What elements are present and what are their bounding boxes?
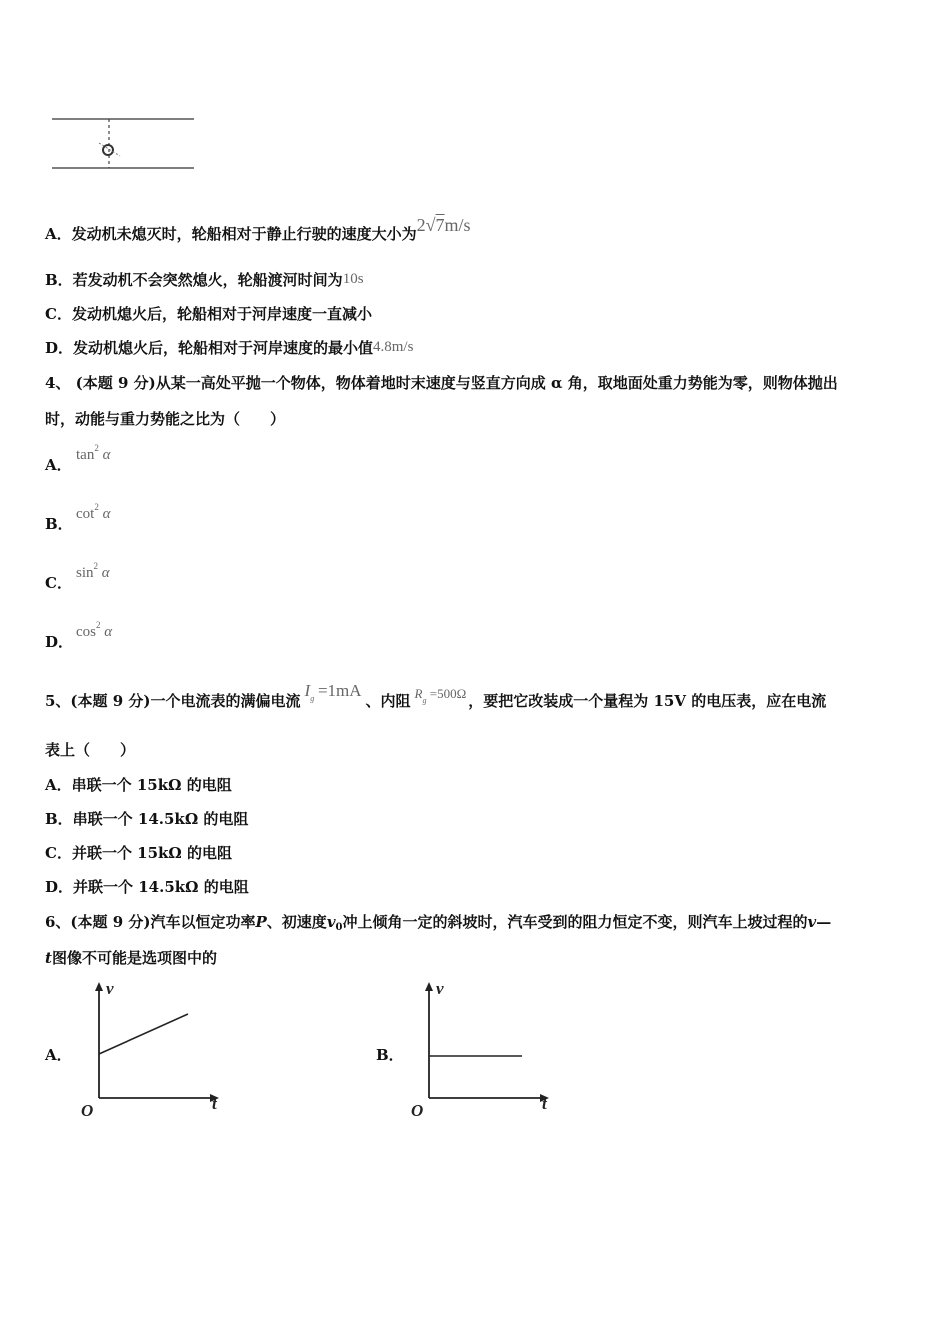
- q6-option-a-label: A．: [45, 1046, 72, 1064]
- q3-option-c: C．发动机熄火后，轮船相对于河岸速度一直减小: [45, 305, 372, 323]
- q6-graph-a: [78, 978, 228, 1123]
- q4-option-c: C． $\sin^2 \alpha$: [45, 561, 110, 592]
- time-value: 10s: [342, 271, 364, 287]
- q5-option-b: B．串联一个 14.5kΩ 的电阻: [45, 810, 249, 828]
- q5-option-d: D．并联一个 14.5kΩ 的电阻: [45, 878, 249, 896]
- internal-resistance: $R_g =500\Omega$: [414, 686, 467, 705]
- min-speed-value: 4.8m/s: [373, 339, 414, 355]
- q6-stem-line1: 6、(本题 9 分)汽车以恒定功率P、初速度$v_0$冲上倾角一定的斜坡时，汽车受到的阻力恒定不变，则汽车上坡过程的v—: [45, 913, 832, 933]
- q3-option-a: A．发动机未熄灭时，轮船相对于静止行驶的速度大小为2√7m/s: [45, 215, 471, 243]
- v-axis-arrow: [95, 982, 103, 991]
- q3-option-d: D．发动机熄火后，轮船相对于河岸速度的最小值4.8m/s: [45, 339, 414, 357]
- q4-option-d: D． $\cos^2 \alpha$: [45, 620, 113, 651]
- q6-stem-line2: t图像不可能是选项图中的: [45, 949, 217, 967]
- full-scale-current: $I_g =1mA$: [304, 681, 362, 703]
- cos-expression: $\cos^2 \alpha$: [76, 620, 113, 640]
- q6-option-b-label: B．: [376, 1046, 404, 1064]
- q4-stem-line1: 4、 (本题 9 分)从某一高处平抛一个物体，物体着地时末速度与竖直方向成 α 角，取地面处重力势能为零，则物体抛出: [45, 374, 838, 392]
- origin-label: O: [411, 1101, 424, 1120]
- v-axis-label: v: [436, 979, 444, 998]
- increasing-line: [99, 1014, 188, 1054]
- q5-stem-line1: 5、(本题 9 分)一个电流表的满偏电流$I_g =1mA$、内阻 $R_g =500\Omega$ ，要把它改装成一个量程为 15V 的电压表，应在电流: [45, 681, 827, 710]
- speed-expression: 2√7m/s: [416, 215, 471, 235]
- origin-label: O: [81, 1101, 94, 1120]
- q6-graph-b: [408, 978, 558, 1123]
- t-axis-label: t: [212, 1094, 217, 1113]
- sin-expression: $\sin^2 \alpha$: [76, 561, 110, 581]
- q4-stem-line2: 时，动能与重力势能之比为（ ）: [45, 410, 286, 428]
- t-axis-label: t: [542, 1094, 547, 1113]
- v-axis-arrow: [425, 982, 433, 991]
- cot-expression: $\cot^2 \alpha$: [76, 502, 111, 522]
- q5-stem-line2: 表上（ ）: [45, 741, 136, 759]
- v-axis-label: v: [106, 979, 114, 998]
- q3-option-b: B．若发动机不会突然熄火，轮船渡河时间为10s: [45, 271, 364, 289]
- tan-expression: $\tan^2 \alpha$: [76, 443, 111, 463]
- boat-circle: [103, 145, 113, 155]
- q4-option-b: B． $\cot^2 \alpha$: [45, 502, 111, 533]
- river-crossing-diagram: [48, 112, 200, 176]
- q5-option-a: A．串联一个 15kΩ 的电阻: [45, 776, 232, 794]
- q4-option-a: A． $\tan^2 \alpha$: [45, 443, 111, 474]
- q5-option-c: C．并联一个 15kΩ 的电阻: [45, 844, 233, 862]
